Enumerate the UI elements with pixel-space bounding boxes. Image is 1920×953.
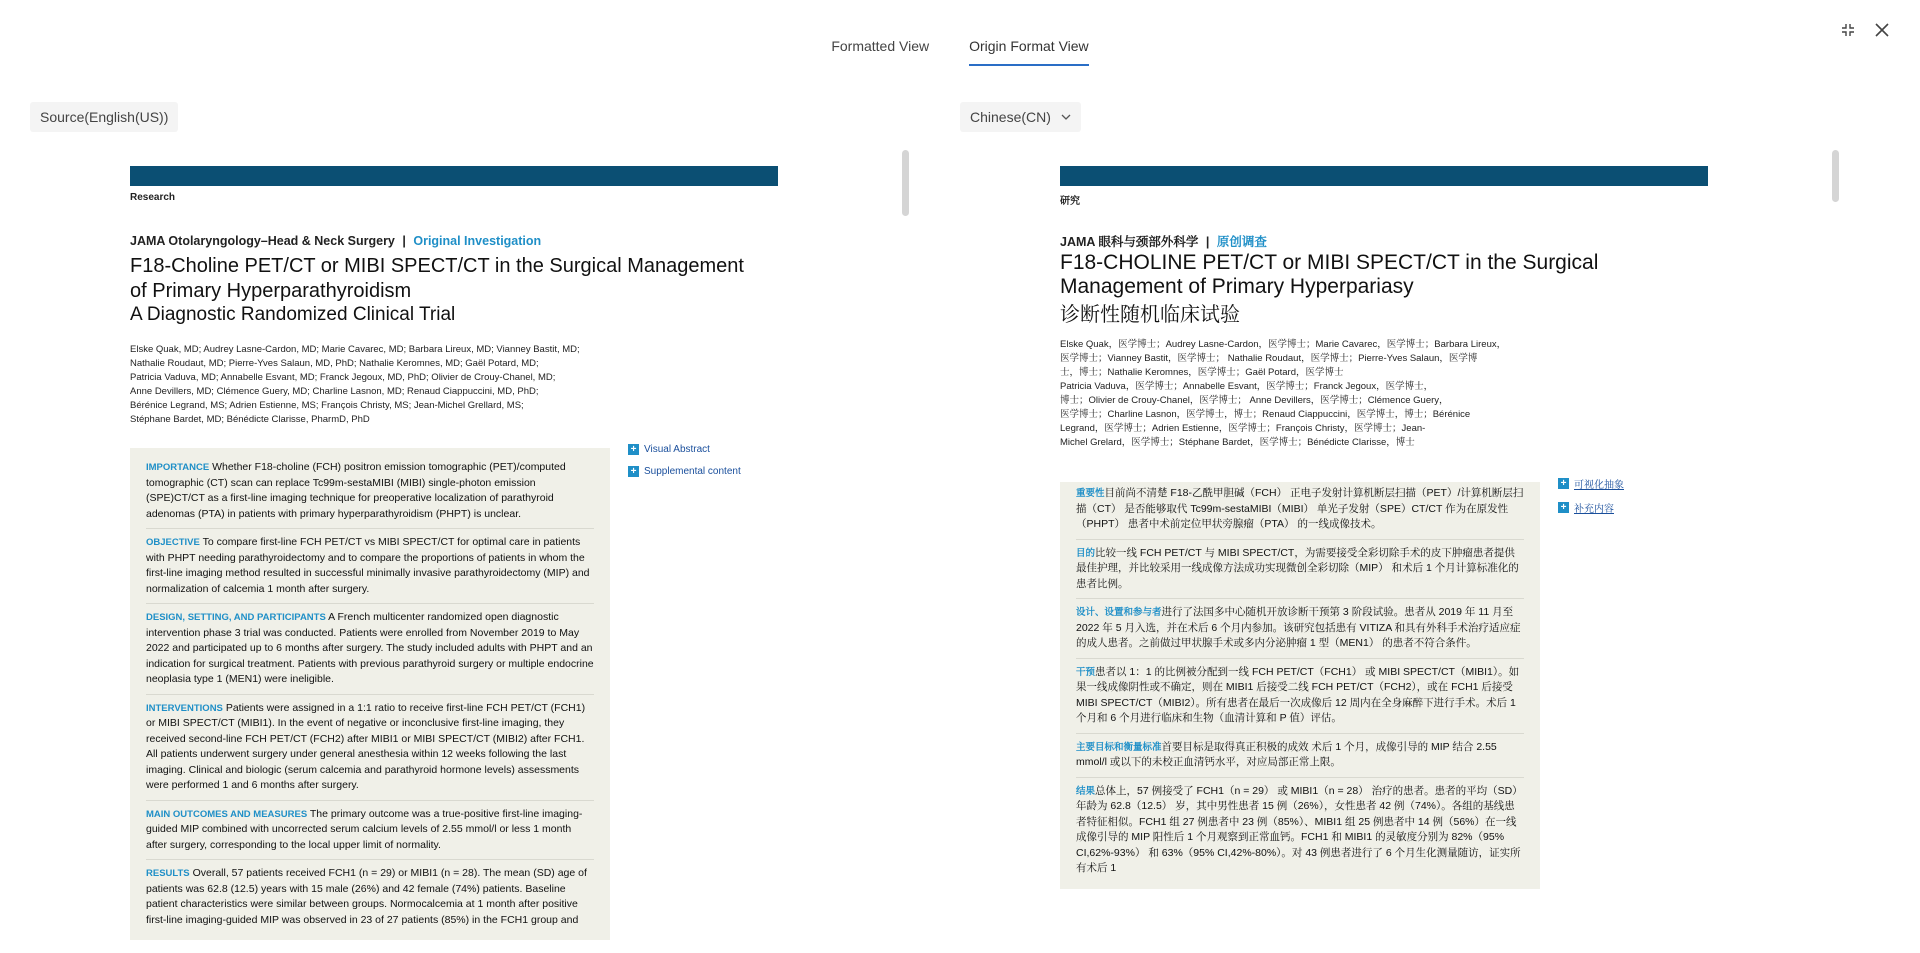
abstract-label: OBJECTIVE [146, 537, 200, 548]
abstract-section [1076, 486, 1524, 540]
author-line: Anne Devillers, MD; Clémence Guery, MD; Charline Lasnon, MD; Renaud Ciappuccini, MD, PhD; [130, 386, 539, 397]
abstract-text: 首要目标是取得真正积极的成效 术后 1 个月，成像引导的 MIP 结合 2.55 mmol/l 或以下的未校正血清钙水平，对应局部正常上限。 [1076, 740, 1497, 768]
article-subtitle: 诊断性随机临床试验 [1060, 304, 1240, 326]
target-language-text: Chinese(CN) [970, 109, 1051, 125]
author-line: 士，博士；Nathalie Keromnes，医学博士；Gaël Potard，医学博士 [1060, 367, 1344, 378]
close-icon[interactable] [1872, 20, 1892, 40]
target-scrollbar[interactable] [1832, 150, 1839, 202]
section-label: 研究 [1060, 196, 1080, 207]
journal-separator: | [1205, 235, 1210, 249]
abstract-text: To compare first-line FCH PET/CT vs MIBI SPECT/CT for optimal care in patients with PHPT needing parathyroidectomy and to compare the proportions of patients in whom the first-line imaging method resulted in successful minimally invasive parathyroidectomy (MIP) and normalization of calcemia 1 month after surgery. [146, 536, 590, 595]
abstract-section [1076, 740, 1524, 778]
abstract-section [1076, 605, 1524, 659]
target-document-pane[interactable] [1060, 148, 1845, 912]
abstract-section [1076, 665, 1524, 734]
abstract-label: 主要目标和衡量标准 [1076, 741, 1162, 753]
abstract-section [146, 535, 594, 604]
abstract-section [146, 701, 594, 801]
abstract-text: 目前尚不清楚 F18-乙酰甲胆碱（FCH） 正电子发射计算机断层扫描（PET）/计算机断层扫描（CT） 是否能够取代 Tc99m-sestaMIBI（MIBI） 单光子发射（SPE）CT/CT 作为在原发性 （PHPT） 患者中术前定位甲状旁腺瘤（PTA） 的一线成像技术。 [1076, 487, 1524, 530]
abstract-text: Overall, 57 patients received FCH1 (n = 29) or MIBI1 (n = 28). The mean (SD) age of patients was 62.8 (12.5) years with 15 male (26%) and 42 female (74%) patients. Baseline patient characteristics were similar between groups. Normocalcemia at 1 month after positive first-line imaging-guided MIP was observed in 23 of 27 patients (85%) in the FCH1 group and [146, 867, 587, 926]
article-title-line-2: of Primary Hyperparathyroidism [130, 280, 412, 302]
supplemental-content-link[interactable] [628, 466, 741, 477]
abstract-text: 比较一线 FCH PET/CT 与 MIBI SPECT/CT，为需要接受全彩切除手术的皮下肿瘤患者提供最佳护理，并比较采用一线成像方法成功实现微创全彩切除（MIP） 和术后 1 个月计算标准化的患者比例。 [1076, 546, 1519, 590]
journal-line [130, 234, 541, 248]
abstract-label: 目的 [1076, 547, 1096, 559]
abstract-section [146, 866, 594, 934]
author-list [1060, 338, 1540, 450]
source-language-text: Source(English(US)) [40, 109, 169, 125]
author-line: 博士；Olivier de Crouy-Chanel，医学博士； Anne Devillers，医学博士；Clémence Guery， [1060, 395, 1449, 406]
tab-formatted-view[interactable]: Formatted View [831, 38, 930, 54]
source-scrollbar[interactable] [902, 150, 909, 216]
abstract-section [146, 460, 594, 529]
author-line: Elske Quak，医学博士；Audrey Lasne-Cardon，医学博士；Marie Cavarec，医学博士；Barbara Lireux， [1060, 339, 1507, 350]
visual-abstract-label: Visual Abstract [644, 444, 710, 455]
plus-icon: + [1558, 478, 1569, 489]
abstract-text: 进行了法国多中心随机开放诊断干预第 3 阶段试验。患者从 2019 年 11 月至 2022 年 5 月入选，并在术后 6 个月内参加。该研究包括患有 VITIZA 和具有外科手术治疗适应症的成人患者。之前做过甲状腺手术或多内分泌肿瘤 1 型（MEN1） 的患者不符合条件。 [1076, 606, 1521, 649]
tab-origin-format-view[interactable]: Origin Format View [969, 38, 1089, 66]
article-subtitle: A Diagnostic Randomized Clinical Trial [130, 304, 456, 325]
abstract-section [1076, 784, 1524, 883]
article-title-line-2: Management of Primary Hyperpariasy [1060, 275, 1414, 298]
abstract-text: The primary outcome was a true-positive first-line imaging-guided MIP combined with uncorrected serum calcium levels of 2.55 mmol/l or less 1 month after surgery, corresponding to the local upper limit of normality. [146, 807, 583, 851]
abstract-text: 总体上，57 例接受了 FCH1（n = 29） 或 MIBI1（n = 28） 治疗的患者。患者的平均（SD） 年龄为 62.8（12.5） 岁，其中男性患者 15 例（26%），女性患者 42 例（74%）。各组的基线患者特征相似。FCH1 组 27 例患者中 23 例（85%）、MIBI1 组 25 例患者中 14 例（56%）在一线成像引导的 MIP 阳性后 1 个月观察到正常血钙。FCH1 和 MIBI1 的灵敏度分别为 82%（95% CI,62%-93%） 和 63%（95% CI,42%-80%）。对 43 例患者进行了 6 个月生化测量随访，证实所有术后 1 [1076, 784, 1523, 874]
abstract-text: Patients were assigned in a 1:1 ratio to receive first-line FCH PET/CT (FCH1) or MIBI SPECT/CT (MIBI1). In the event of negative or inconclusive first-line imaging, they received second-line FCH PET/CT (FCH2) after MIBI1 or MIBI SPECT/CT (MIBI2) after FCH1. All patients underwent surgery under general anesthesia within 12 weeks following the last imaging. Clinical and biologic (serum calcemia and parathyroid hormone levels) assessments were performed 1 and 6 months after surgery. [146, 701, 586, 791]
supplemental-content-label: 补充内容 [1574, 504, 1614, 515]
author-line: Legrand，医学博士；Adrien Estienne，医学博士；François Christy，医学博士；Jean- [1060, 423, 1426, 434]
article-title-line-1: F18-CHOLINE PET/CT or MIBI SPECT/CT in the Surgical [1060, 251, 1599, 274]
abstract-section [1076, 546, 1524, 600]
abstract-label: DESIGN, SETTING, AND PARTICIPANTS [146, 612, 326, 623]
journal-name: JAMA Otolaryngology–Head & Neck Surgery [130, 234, 395, 248]
author-line: Patricia Vaduva, MD; Annabelle Esvant, MD; Franck Jegoux, MD, PhD; Olivier de Crouy-Chanel, MD; [130, 372, 556, 383]
abstract-label: IMPORTANCE [146, 462, 210, 473]
abstract-label: 干预 [1076, 666, 1096, 678]
article-title-line-1: F18-Choline PET/CT or MIBI SPECT/CT in the Surgical Management [130, 255, 744, 277]
article-type: 原创调查 [1216, 235, 1267, 249]
author-line: Michel Grelard，医学博士；Stéphane Bardet，医学博士；Bénédicte Clarisse，博士 [1060, 437, 1415, 448]
abstract-label: 重要性 [1076, 488, 1105, 499]
collapse-icon[interactable] [1838, 20, 1858, 40]
abstract-box [1060, 482, 1540, 889]
abstract-text: A French multicenter randomized open diagnostic intervention phase 3 trial was conducted. Patients were enrolled from November 2019 to May 2022 and participated up to 6 months after surgery. The study included adults with PHPT and an indication for surgical treatment. Patients with previous parathyroid surgery or multiple endocrine neoplasia type 1 (MEN1) were ineligible. [146, 611, 594, 685]
abstract-label: INTERVENTIONS [146, 702, 223, 714]
source-language-label [30, 102, 178, 132]
journal-line [1060, 232, 1267, 250]
plus-icon: + [628, 466, 639, 477]
journal-separator: | [402, 234, 406, 248]
author-line: Nathalie Roudaut, MD; Pierre-Yves Salaun, MD, PhD; Nathalie Keromnes, MD; Gaël Potard, MD; [130, 358, 539, 369]
abstract-label: 结果 [1076, 785, 1096, 797]
supplemental-content-label: Supplemental content [644, 466, 741, 477]
plus-icon: + [628, 444, 639, 455]
abstract-box [130, 448, 610, 940]
author-line: Bérénice Legrand, MS; Adrien Estienne, MS; François Christy, MS; Jean-Michel Grellard, MS; [130, 400, 524, 411]
abstract-label: RESULTS [146, 868, 190, 879]
plus-icon: + [1558, 502, 1569, 513]
header-bar [1060, 166, 1708, 186]
author-line: 医学博士；Charline Lasnon，医学博士，博士；Renaud Ciappuccini，医学博士，博士；Bérénice [1060, 409, 1471, 420]
abstract-text: 患者以 1：1 的比例被分配到一线 FCH PET/CT（FCH1） 或 MIBI SPECT/CT（MIBI1）。如果一线成像阴性或不确定，则在 MIBI1 后接受二线 FCH PET/CT（FCH2），或在 FCH1 后接受 MIBI SPECT/CT（MIBI2）。所有患者在最后一次成像后 12 周内在全身麻醉下进行手术。术后 1 个月和 6 个月进行临床和生物（血清计算和 P 值）评估。 [1076, 665, 1520, 724]
visual-abstract-link[interactable] [1558, 476, 1624, 491]
header-bar [130, 166, 778, 186]
author-line: Elske Quak, MD; Audrey Lasne-Cardon, MD; Marie Cavarec, MD; Barbara Lireux, MD; Vianney Bastit, MD; [130, 344, 580, 355]
abstract-section [146, 610, 594, 695]
chevron-down-icon [1061, 114, 1071, 120]
author-line: Patricia Vaduva，医学博士；Annabelle Esvant，医学博士；Franck Jegoux，医学博士， [1060, 381, 1434, 392]
author-line: 医学博士；Vianney Bastit，医学博士； Nathalie Roudaut，医学博士；Pierre-Yves Salaun，医学博 [1060, 353, 1478, 364]
author-line: Stéphane Bardet, MD; Bénédicte Clarisse, PharmD, PhD [130, 414, 370, 425]
abstract-section [146, 807, 594, 861]
visual-abstract-link[interactable] [628, 444, 710, 455]
abstract-label: MAIN OUTCOMES AND MEASURES [146, 808, 308, 820]
article-type: Original Investigation [413, 234, 542, 248]
abstract-text: Whether F18-choline (FCH) positron emission tomographic (PET)/computed tomographic (CT) scan can replace Tc99m-sestaMIBI (MIBI) single-photon emission (SPE)CT/CT as a first-line imaging technique for preoperative localization of parathyroid adenomas (PTA) in patients with primary hyperparathyroidism (PHPT) is unclear. [146, 461, 566, 520]
journal-name: JAMA 眼科与颈部外科学 [1060, 235, 1199, 249]
view-tabs [0, 38, 1920, 66]
supplemental-content-link[interactable] [1558, 500, 1614, 515]
abstract-label: 设计、设置和参与者 [1076, 607, 1162, 618]
target-language-select[interactable] [960, 102, 1081, 132]
section-label: Research [130, 192, 176, 203]
author-list [130, 343, 670, 427]
visual-abstract-label: 可视化抽象 [1574, 480, 1624, 491]
source-document-pane[interactable] [130, 148, 910, 926]
